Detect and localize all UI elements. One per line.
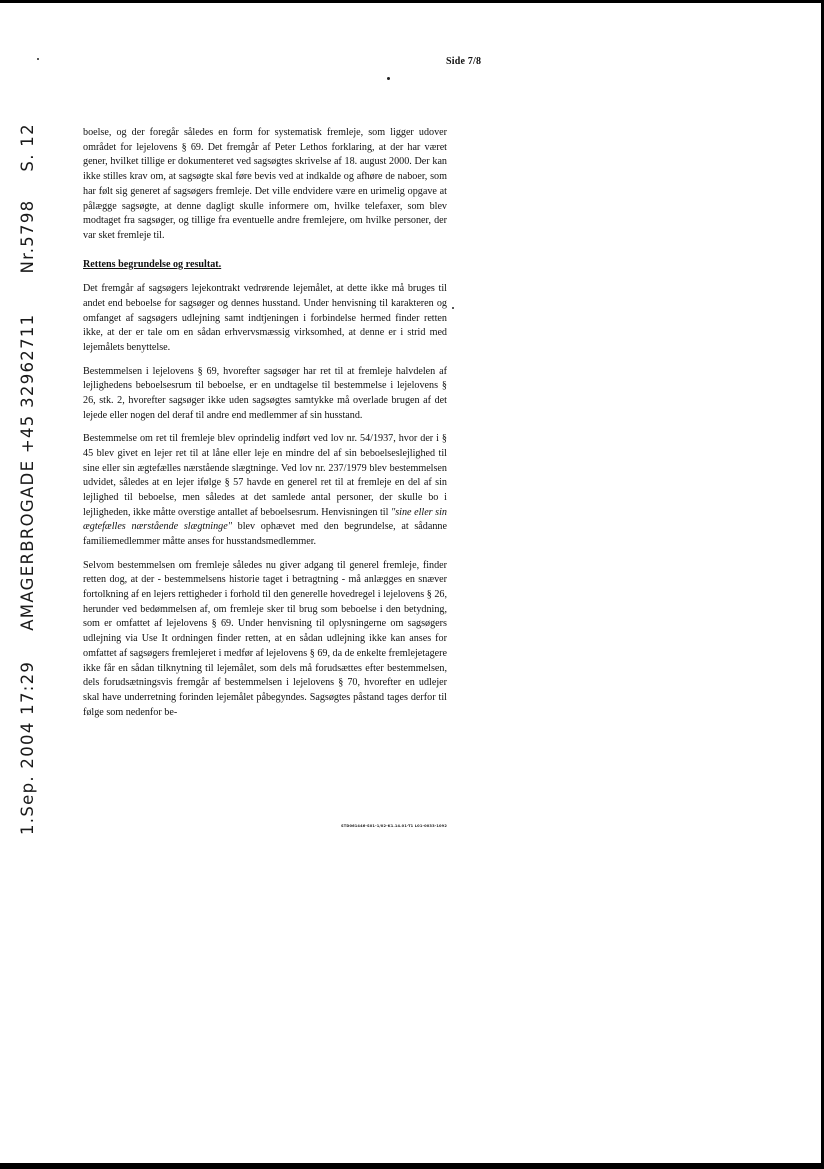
paragraph-text: Bestemmelse om ret til fremleje blev oprindelig indført ved lov nr. 54/1937, hvor der i § 45 blev givet en lejer ret til at låne eller leje en mindre del af sin beboelseslejlighed til sine eller sin ægtefælles nærstående slægtninge. Ved lov nr. 237/1979 blev bestemmelsen udvidet, således at en lejer ifølge § 57 havde en generel ret til at fremleje en del af sin lejlighed til beboelse, men således at det samlede antal personer, der skulle bo i lejligheden, ikke måtte overstige antallet af beboelsesrum. Henvisningen til: [83, 433, 447, 518]
scan-speck: [452, 307, 454, 309]
fax-timestamp: 1.Sep. 2004 17:29: [18, 660, 37, 835]
paragraph-text: blev ophævet med den begrundelse, at sådanne familiemedlemmer måtte anses for husstandsmedlemmer.: [83, 521, 447, 548]
quoted-phrase: "sine eller sin ægtefælles nærstående slægtninge": [83, 506, 447, 533]
paragraph: Selvom bestemmelsen om fremleje således nu giver adgang til generel fremleje, finder retten dog, at der - bestemmelsens historie taget i betragtning - må anlægges en snæver fortolkning af en lejers rettigheder i forhold til den generelle hovedregel i lejelovens § 26, herunder ved bedømmelsen af, om fremleje sker til brug som beboelse i den betydning, som er omfattet af lejelovens § 69. Under henvisning til oplysningerne om sagsøgers udlejning via Use It ordningen finder retten, at en sådan udlejning ikke kan anses for omfattet af sagsøgers fremlejeret i medfør af lejelovens § 69, da de enkelte fremlejetagere ikke får en sådan tilknytning til lejemålet, som dels må forudsættes efter bestemmelsen, dels forudsætningsvis fremgår af bestemmelsen i lejelovens § 70, hvorefter en udlejer skal have underretning forinden lejemålet påbegyndes. Sagsøgtes påstand tages derfor til følge som nedenfor be-: [83, 559, 447, 718]
paragraph: boelse, og der foregår således en form for systematisk fremleje, som ligger udover området for lejelovens § 69. Det fremgår af Peter Lethos forklaring, at der har været gener, hvilket tillige er dokumenteret ved sagsøgtes skrivelse af 18. august 2000. Der kan ikke stilles krav om, at sagsøgte skal føre bevis ved at indkalde og afhøre de naboer, som har følt sig generet af sagsøgers fremleje. Det ville endvidere være en urimelig opgave at pålægge sagsøgte, at denne dagligt skulle informere om, hvilke telefaxer, som blev modtaget fra sagsøger, og tillige fra eventuelle andre fremlejere, om hvilke personer, der var sket fremleje til.: [83, 127, 447, 241]
scan-border-bottom: [0, 1163, 824, 1169]
page-number: Side 7/8: [446, 56, 482, 67]
paragraph: Det fremgår af sagsøgers lejekontrakt vedrørende lejemålet, at dette ikke må bruges til andet end beboelse for sagsøger og dennes husstand. Under henvisning til karakteren og omfanget af sagsøgers udlejning samt indtjeningen i forbindelse hermed finder retten ikke, at der er tale om en sådan erhvervsmæssig virksomhed, at denne er i strid med lejemålets benyttelse.: [83, 283, 447, 354]
fax-document-number: Nr.5798: [18, 199, 37, 274]
scan-speck: [37, 58, 39, 60]
scan-border-top: [0, 0, 824, 3]
paragraph: [83, 432, 447, 550]
footer-code: STD061446-S01-1/02-K1.14.01-T1 L01-0033-1092: [341, 824, 447, 828]
section-heading: Rettens begrundelse og resultat.: [83, 258, 222, 270]
fax-sender: AMAGERBROGADE +45 32962711: [18, 313, 37, 631]
document-body: [83, 126, 447, 720]
paragraph: Bestemmelsen i lejelovens § 69, hvorefter sagsøger har ret til at fremleje halvdelen af lejlighedens beboelsesrum til beboelse, er en undtagelse til bestemmelse i lejelovens § 26, stk. 2, hvorefter sagsøger ikke uden sagsøgtes samtykke må overlade brugen af det lejede eller nogen del deraf til andre end medlemmer af sin husstand.: [83, 365, 447, 421]
scan-speck: [387, 77, 390, 80]
fax-page: S. 12: [18, 123, 37, 172]
fax-transmission-header: [18, 123, 37, 835]
